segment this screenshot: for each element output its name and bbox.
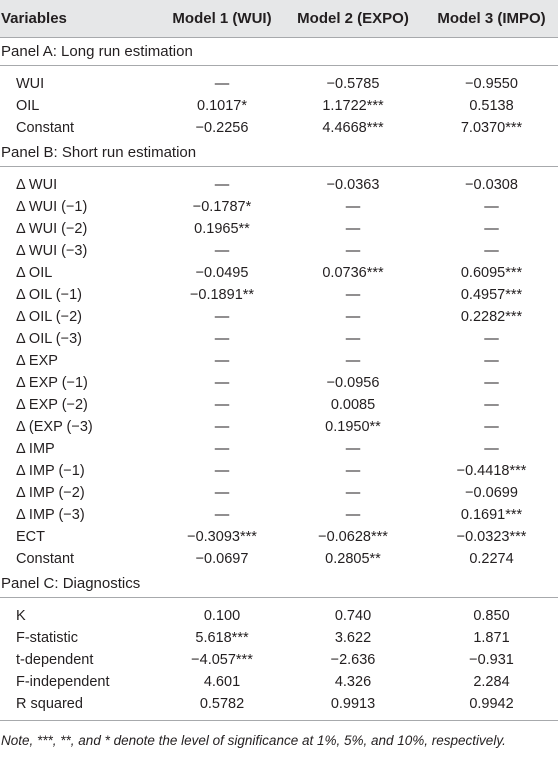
cell-model-2: — bbox=[345, 287, 361, 303]
cell-variable: Δ (EXP (−3) bbox=[16, 419, 93, 435]
cell-model-1: 0.100 bbox=[203, 608, 241, 624]
table-row bbox=[0, 117, 558, 139]
cell-variable: WUI bbox=[16, 76, 45, 92]
table-row bbox=[0, 548, 558, 570]
table-bottom-rule bbox=[0, 720, 558, 721]
cell-variable: t-dependent bbox=[16, 652, 94, 668]
cell-variable: Δ EXP (−2) bbox=[16, 397, 88, 413]
table-row bbox=[0, 262, 558, 284]
table-row bbox=[0, 95, 558, 117]
panel-spacer bbox=[0, 598, 558, 605]
cell-model-3: −0.9550 bbox=[465, 76, 518, 92]
cell-model-1: — bbox=[214, 397, 230, 413]
cell-model-1: — bbox=[214, 463, 230, 479]
cell-model-1: −0.1891** bbox=[189, 287, 255, 303]
cell-model-1: — bbox=[214, 441, 230, 457]
table-row bbox=[0, 526, 558, 548]
cell-variable: Δ EXP (−1) bbox=[16, 375, 88, 391]
panel-title: Panel B: Short run estimation bbox=[0, 139, 558, 167]
cell-variable: Δ OIL (−1) bbox=[16, 287, 82, 303]
cell-model-1: −0.3093*** bbox=[187, 529, 257, 545]
cell-model-1: −0.0697 bbox=[195, 551, 249, 567]
cell-model-3: 0.2282*** bbox=[460, 309, 523, 325]
panel-spacer bbox=[0, 66, 558, 73]
cell-variable: F-independent bbox=[16, 674, 110, 690]
table-row bbox=[0, 504, 558, 526]
table-row bbox=[0, 284, 558, 306]
cell-model-2: — bbox=[345, 507, 361, 523]
table-row bbox=[0, 218, 558, 240]
cell-variable: Δ WUI bbox=[16, 177, 58, 193]
note-label: Note bbox=[1, 733, 30, 748]
cell-model-2: −0.0956 bbox=[326, 375, 380, 391]
cell-model-3: — bbox=[484, 353, 499, 369]
cell-model-2: −0.5785 bbox=[326, 76, 380, 92]
cell-variable: Δ IMP (−1) bbox=[16, 463, 85, 479]
table-row bbox=[0, 240, 558, 262]
cell-model-3: — bbox=[484, 199, 499, 215]
cell-variable: F-statistic bbox=[16, 630, 79, 646]
cell-model-3: −0.0699 bbox=[465, 485, 518, 501]
cell-model-3: 0.850 bbox=[473, 608, 510, 624]
cell-variable: Δ WUI (−2) bbox=[16, 221, 88, 237]
table-body bbox=[0, 38, 558, 715]
cell-model-1: 5.618*** bbox=[195, 630, 249, 646]
cell-variable: Δ EXP bbox=[16, 353, 58, 369]
cell-model-2: −2.636 bbox=[330, 652, 376, 668]
cell-model-1: 4.601 bbox=[203, 674, 241, 690]
table-row bbox=[0, 438, 558, 460]
cell-model-3: 2.284 bbox=[473, 674, 510, 690]
cell-model-2: — bbox=[345, 309, 361, 325]
cell-model-3: 0.4957*** bbox=[460, 287, 523, 303]
cell-model-1: −0.0495 bbox=[195, 265, 249, 281]
cell-model-1: — bbox=[214, 177, 230, 193]
cell-model-1: 0.1965** bbox=[194, 221, 250, 237]
cell-variable: OIL bbox=[16, 98, 40, 114]
cell-model-1: — bbox=[214, 507, 230, 523]
cell-variable: Δ IMP bbox=[16, 441, 55, 457]
table-row bbox=[0, 196, 558, 218]
cell-model-3: −0.4418*** bbox=[456, 463, 527, 479]
panel-spacer bbox=[0, 167, 558, 174]
cell-model-2: 0.0085 bbox=[330, 397, 376, 413]
cell-model-2: 0.9913 bbox=[330, 696, 376, 712]
panel-title: Panel C: Diagnostics bbox=[0, 570, 558, 598]
cell-variable: K bbox=[16, 608, 26, 624]
table-row bbox=[0, 306, 558, 328]
table-row bbox=[0, 174, 558, 196]
cell-model-3: 1.871 bbox=[473, 630, 510, 646]
table-row bbox=[0, 693, 558, 715]
header-model-1: Model 1 (WUI) bbox=[172, 10, 272, 27]
cell-model-1: — bbox=[214, 331, 230, 347]
cell-model-2: — bbox=[345, 463, 361, 479]
table-row bbox=[0, 350, 558, 372]
cell-model-2: 0.0736*** bbox=[322, 265, 384, 281]
cell-model-1: — bbox=[214, 375, 230, 391]
cell-model-1: — bbox=[214, 419, 230, 435]
cell-model-3: — bbox=[484, 221, 499, 237]
cell-model-2: 3.622 bbox=[334, 630, 372, 646]
cell-model-2: 0.2805** bbox=[325, 551, 381, 567]
cell-model-2: — bbox=[345, 221, 361, 237]
table-row bbox=[0, 649, 558, 671]
cell-model-2: — bbox=[345, 331, 361, 347]
cell-model-1: 0.5782 bbox=[199, 696, 245, 712]
cell-model-3: — bbox=[484, 331, 499, 347]
cell-model-3: — bbox=[484, 375, 499, 391]
note-text: , ***, **, and * denote the level of significance at 1%, 5%, and 10%, respectively. bbox=[29, 733, 506, 748]
panel-title: Panel A: Long run estimation bbox=[0, 38, 558, 66]
cell-model-2: 0.1950** bbox=[325, 419, 381, 435]
cell-model-3: — bbox=[484, 243, 499, 259]
cell-model-2: — bbox=[345, 243, 361, 259]
cell-model-1: — bbox=[214, 353, 230, 369]
table-row bbox=[0, 372, 558, 394]
table-row bbox=[0, 394, 558, 416]
cell-model-3: — bbox=[484, 441, 499, 457]
cell-model-1: — bbox=[214, 243, 230, 259]
cell-model-1: −0.2256 bbox=[195, 120, 249, 136]
cell-model-2: 0.740 bbox=[334, 608, 372, 624]
cell-variable: Constant bbox=[16, 120, 75, 136]
cell-model-3: 0.5138 bbox=[469, 98, 514, 114]
cell-model-1: — bbox=[214, 485, 230, 501]
cell-model-3: 0.1691*** bbox=[460, 507, 523, 523]
cell-model-3: 0.6095*** bbox=[460, 265, 523, 281]
cell-model-2: — bbox=[345, 485, 361, 501]
header-variables: Variables bbox=[1, 10, 67, 27]
table-row bbox=[0, 73, 558, 95]
cell-model-2: — bbox=[345, 199, 361, 215]
cell-model-1: −0.1787* bbox=[192, 199, 252, 215]
table-row bbox=[0, 627, 558, 649]
cell-model-1: −4.057*** bbox=[191, 652, 253, 668]
cell-model-2: −0.0628*** bbox=[318, 529, 388, 545]
cell-variable: Δ IMP (−2) bbox=[16, 485, 85, 501]
table-header bbox=[0, 0, 558, 38]
header-model-3: Model 3 (IMPO) bbox=[437, 10, 546, 27]
cell-model-1: — bbox=[214, 309, 230, 325]
cell-model-3: −0.0308 bbox=[465, 177, 518, 193]
header-model-2: Model 2 (EXPO) bbox=[297, 10, 409, 27]
cell-variable: Δ WUI (−1) bbox=[16, 199, 88, 215]
cell-model-2: 4.4668*** bbox=[322, 120, 384, 136]
cell-model-3: — bbox=[484, 419, 499, 435]
table-row bbox=[0, 605, 558, 627]
table-row bbox=[0, 482, 558, 504]
cell-variable: R squared bbox=[16, 696, 83, 712]
cell-variable: Δ OIL (−3) bbox=[16, 331, 82, 347]
cell-variable: Δ WUI (−3) bbox=[16, 243, 88, 259]
cell-variable: Δ IMP (−3) bbox=[16, 507, 85, 523]
table-note bbox=[0, 732, 558, 750]
cell-model-3: — bbox=[484, 397, 499, 413]
cell-model-3: −0.0323*** bbox=[456, 529, 527, 545]
cell-model-1: — bbox=[214, 76, 230, 92]
cell-model-2: — bbox=[345, 441, 361, 457]
table-row bbox=[0, 328, 558, 350]
cell-model-2: 4.326 bbox=[334, 674, 372, 690]
cell-variable: Δ OIL bbox=[16, 265, 53, 281]
table-row bbox=[0, 416, 558, 438]
table-row bbox=[0, 460, 558, 482]
cell-variable: Constant bbox=[16, 551, 75, 567]
cell-model-1: 0.1017* bbox=[197, 98, 247, 114]
cell-model-3: 0.2274 bbox=[469, 551, 514, 567]
cell-variable: Δ OIL (−2) bbox=[16, 309, 82, 325]
table-row bbox=[0, 671, 558, 693]
cell-model-2: 1.1722*** bbox=[322, 98, 384, 114]
cell-variable: ECT bbox=[16, 529, 45, 545]
cell-model-3: −0.931 bbox=[469, 652, 514, 668]
cell-model-3: 7.0370*** bbox=[460, 120, 523, 136]
cell-model-2: — bbox=[345, 353, 361, 369]
cell-model-3: 0.9942 bbox=[469, 696, 514, 712]
cell-model-2: −0.0363 bbox=[326, 177, 380, 193]
